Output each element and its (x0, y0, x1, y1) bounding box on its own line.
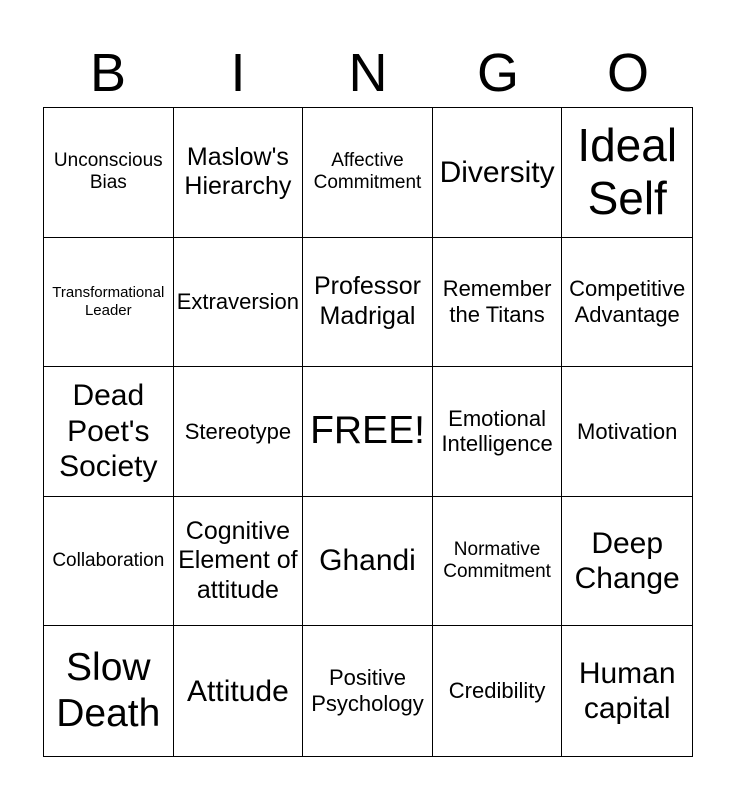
bingo-board (43, 107, 693, 757)
bingo-cell[interactable]: Normative Commitment (433, 497, 563, 627)
bingo-cell[interactable]: Maslow's Hierarchy (174, 108, 304, 238)
bingo-cell[interactable]: Extraversion (174, 238, 304, 368)
free-space[interactable]: FREE! (303, 367, 433, 497)
bingo-cell[interactable]: Positive Psychology (303, 626, 433, 756)
header-letter-i: I (230, 43, 246, 103)
header-letter-b: B (89, 43, 127, 103)
bingo-cell[interactable]: Human capital (578, 656, 676, 726)
bingo-cell[interactable]: Professor Madrigal (303, 238, 433, 368)
bingo-cell[interactable]: Stereotype (174, 367, 304, 497)
bingo-cell[interactable]: Transformational Leader (44, 238, 174, 368)
bingo-cell[interactable]: Dead Poet's Society (44, 367, 174, 497)
bingo-cell[interactable]: Emotional Intelligence (433, 367, 563, 497)
bingo-cell[interactable]: Slow Death (44, 626, 174, 756)
header-letter-o: O (606, 43, 649, 103)
bingo-cell[interactable]: Deep Change (562, 497, 692, 627)
bingo-cell[interactable]: Attitude (174, 626, 304, 756)
bingo-cell[interactable]: Unconscious Bias (44, 108, 174, 238)
header-letter-g: G (476, 43, 519, 103)
bingo-header (43, 42, 693, 104)
bingo-cell[interactable]: Diversity (433, 108, 563, 238)
bingo-cell[interactable]: Credibility (433, 626, 563, 756)
bingo-cell[interactable]: Collaboration (44, 497, 174, 627)
bingo-cell[interactable]: Competitive Advantage (562, 238, 692, 368)
bingo-cell[interactable]: Motivation (562, 367, 692, 497)
bingo-cell[interactable]: Ideal Self (562, 108, 692, 238)
bingo-cell[interactable]: Remember the Titans (433, 238, 563, 368)
bingo-cell[interactable]: Ghandi (303, 497, 433, 627)
header-letter-n: N (348, 43, 388, 103)
bingo-cell[interactable]: Cognitive Element of attitude (174, 497, 304, 627)
bingo-cell[interactable]: Affective Commitment (303, 108, 433, 238)
